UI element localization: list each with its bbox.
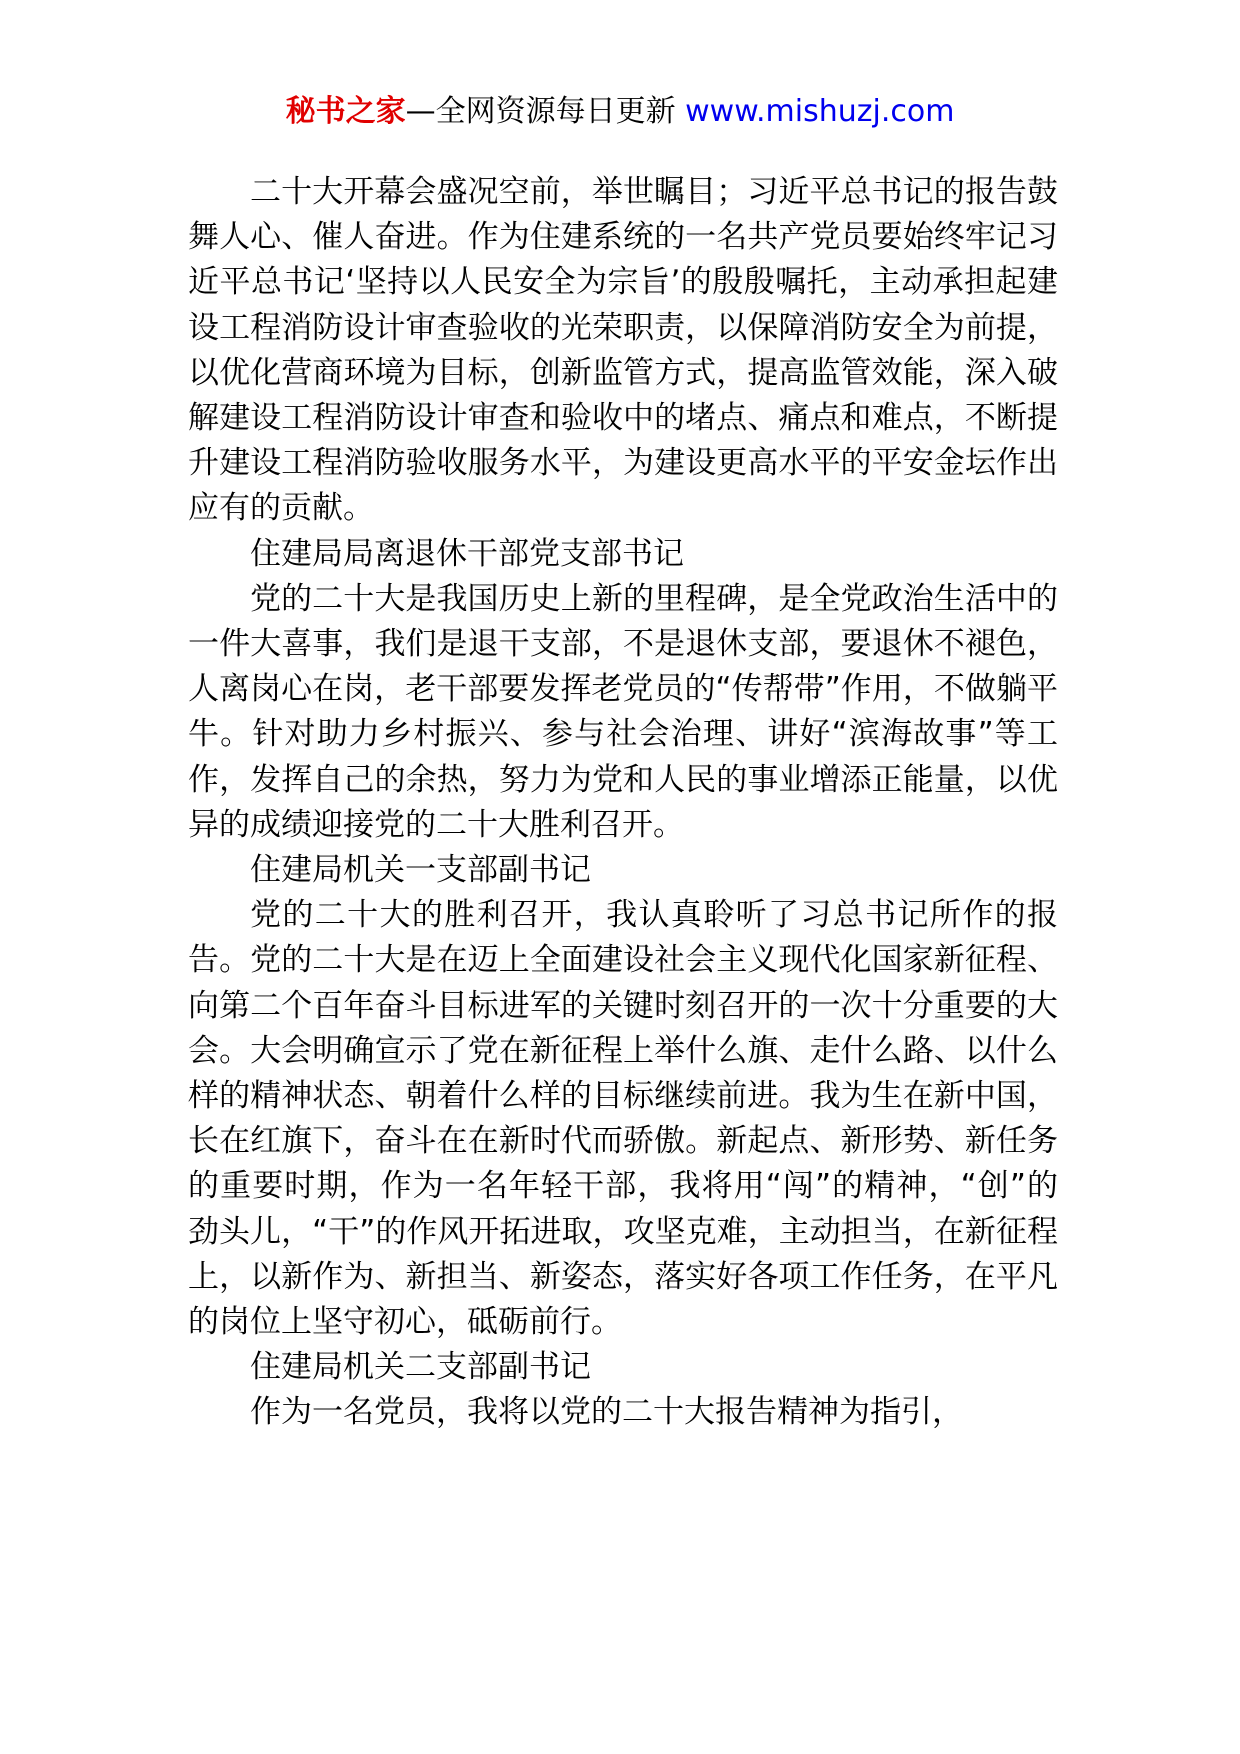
site-brand: 秘书之家	[285, 94, 406, 129]
signature-line: 住建局机关一支部副书记	[250, 852, 591, 889]
paragraph: 党的二十大是我国历史上新的里程碑，是全党政治生活中的一件大喜事，我们是退干支部，不是退休支部，要退休不褪色，人离岗心在岗，老干部要发挥老党员的“传帮带”作用，不做躺平牛。针对助力乡村振兴、参与社会治理、讲好“滨海故事”等工作，发挥自己的余热，努力为党和人民的事业增添正能量，以优异的成绩迎接党的二十大胜利召开。	[188, 580, 1058, 843]
paragraph: 作为一名党员，我将以党的二十大报告精神为指引，	[250, 1394, 963, 1431]
signature-line: 住建局局离退休干部党支部书记	[250, 535, 684, 572]
site-url-link[interactable]: www.mishuzj.com	[685, 94, 955, 129]
paragraph: 二十大开幕会盛况空前，举世瞩目；习近平总书记的报告鼓舞人心、催人奋进。作为住建系统的一名共产党员要始终牢记习近平总书记‘坚持以人民安全为宗旨’的殷殷嘱托，主动承担起建设工程消防设计审查验收的光荣职责，以保障消防安全为前提，以优化营商环境为目标，创新监管方式，提高监管效能，深入破解建设工程消防设计审查和验收中的堵点、痛点和难点，不断提升建设工程消防验收服务水平，为建设更高水平的平安金坛作出应有的贡献。	[188, 174, 1058, 527]
site-tagline: —全网资源每日更新	[405, 94, 676, 129]
paragraph: 党的二十大的胜利召开，我认真聆听了习总书记所作的报告。党的二十大是在迈上全面建设社会主义现代化国家新征程、向第二个百年奋斗目标进军的关键时刻召开的一次十分重要的大会。大会明确宣示了党在新征程上举什么旗、走什么路、以什么样的精神状态、朝着什么样的目标继续前进。我为生在新中国，长在红旗下，奋斗在在新时代而骄傲。新起点、新形势、新任务的重要时期，作为一名年轻干部，我将用“闯”的精神，“创”的劲头儿，“干”的作风开拓进取，攻坚克难，主动担当，在新征程上，以新作为、新担当、新姿态，落实好各项工作任务，在平凡的岗位上坚守初心，砥砺前行。	[188, 897, 1058, 1341]
document-body	[188, 170, 1058, 1436]
signature-line: 住建局机关二支部副书记	[250, 1349, 591, 1386]
site-header	[0, 92, 1240, 132]
